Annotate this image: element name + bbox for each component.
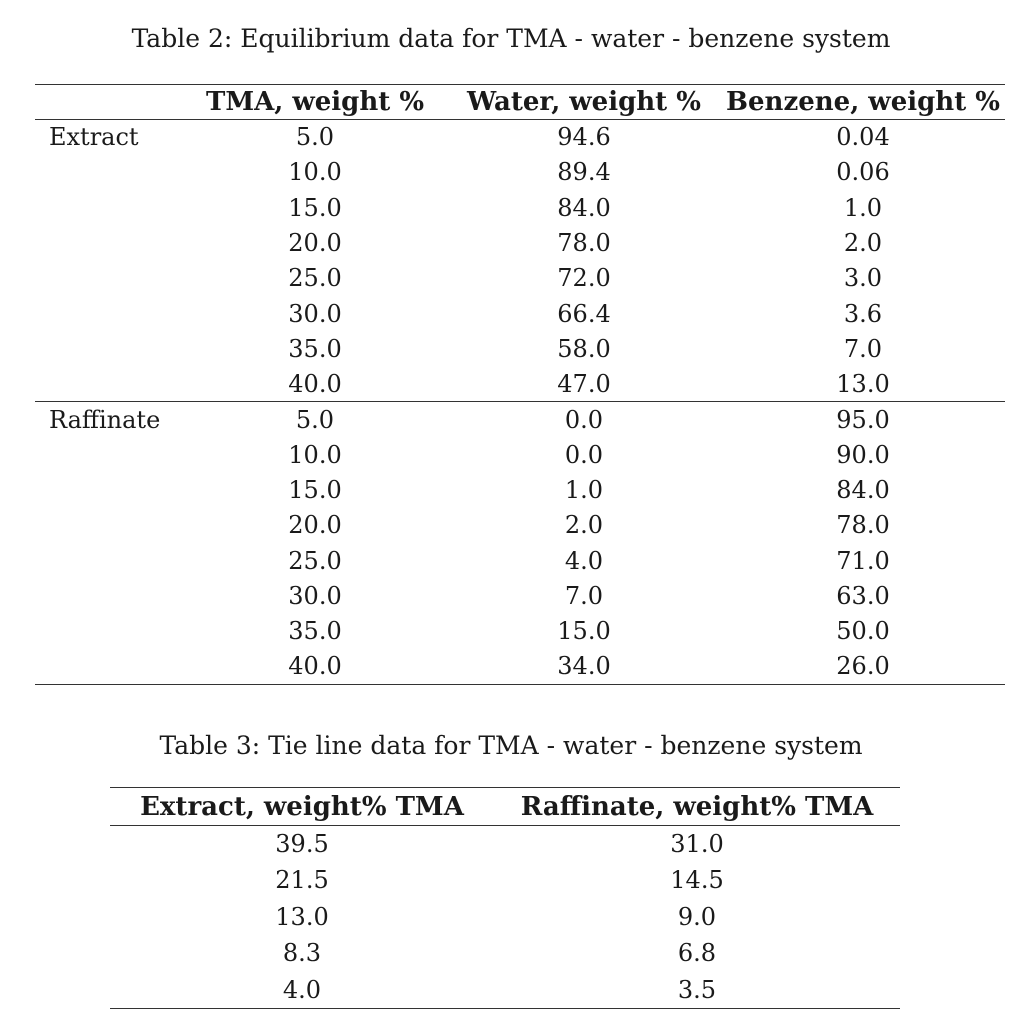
table-cell: 72.0 [557,264,611,293]
table-cell: 5.0 [295,123,335,152]
table-cell: 15.0 [288,193,342,222]
table3-caption: Table 3: Tie line data for TMA - water - benzene system [159,731,863,760]
table-cell: 78.0 [836,511,890,540]
table-row [35,225,1005,260]
table-cell: 21.5 [275,866,329,895]
table-cell: 26.0 [836,652,890,681]
table-cell: 89.4 [557,158,611,187]
table-cell: 30.0 [288,299,342,328]
table-cell: 5.0 [295,405,335,434]
table-cell: 15.0 [557,617,611,646]
table2-header-cell: Water, weight % [467,87,701,117]
table-row [110,972,900,1009]
table-row [35,614,1005,649]
table-cell: 2.0 [843,229,883,258]
table3-header-row [110,788,900,826]
table-cell: 66.4 [557,299,611,328]
table-cell: 50.0 [836,617,890,646]
table-row [110,935,900,972]
table-row [35,472,1005,507]
table-row [35,120,1005,155]
table-cell: 4.0 [564,546,604,575]
table-cell: 15.0 [288,476,342,505]
table-cell: 20.0 [288,229,342,258]
extract-group [35,120,1005,402]
table-cell: 39.5 [275,830,329,858]
table-cell: 35.0 [288,617,342,646]
table3-header-cell: Raffinate, weight% TMA [520,791,874,822]
table-cell: 1.0 [564,476,604,505]
table-cell: 13.0 [275,902,329,931]
raffinate-group [35,402,1005,684]
table-cell: 90.0 [836,440,890,469]
table-cell: 3.0 [843,264,883,293]
table-row [35,578,1005,613]
table-cell: 40.0 [288,652,342,681]
table-cell: 7.0 [843,334,883,363]
table2-header-cell: Benzene, weight % [726,87,1000,117]
table-cell: 84.0 [836,476,890,505]
table-cell: 31.0 [670,830,724,858]
table-cell: 10.0 [288,158,342,187]
table-cell: 40.0 [288,369,342,398]
table-row [110,862,900,899]
table-cell: 9.0 [677,902,717,931]
table2-caption: Table 2: Equilibrium data for TMA - water - benzene system [131,24,891,53]
table-cell: 0.04 [836,123,890,152]
table-cell: 13.0 [836,369,890,398]
table-row [35,508,1005,543]
table-row [35,367,1005,402]
table-cell: 35.0 [288,334,342,363]
table-cell: 30.0 [288,582,342,610]
table-cell: 10.0 [288,440,342,469]
table-cell: 6.8 [677,939,717,968]
table-row [35,296,1005,331]
table-cell: 78.0 [557,229,611,258]
table-cell: 14.5 [670,866,724,895]
table2-header-row [35,85,1005,120]
table-row [35,155,1005,190]
table-row [35,543,1005,578]
table-row [35,331,1005,366]
table-cell: 20.0 [288,511,342,540]
table-cell: 0.0 [564,440,604,469]
table-cell: 95.0 [836,405,890,434]
table-cell: 34.0 [557,652,611,681]
table-cell: 71.0 [836,546,890,575]
table2-header-cell [35,85,183,120]
table-cell: 7.0 [564,582,604,610]
table-cell: 94.6 [557,123,611,152]
table2-header-cell: TMA, weight % [205,87,425,117]
table-cell: 63.0 [836,582,890,610]
tie-line-data-table [110,787,900,1009]
table-row [35,190,1005,225]
table-cell: 3.6 [843,299,883,328]
equilibrium-data-table [35,84,1005,685]
table-cell: 47.0 [557,369,611,398]
table3-header-cell: Extract, weight% TMA [140,791,464,822]
table-row [110,899,900,936]
table-cell: 0.0 [564,405,604,434]
table-row [110,826,900,863]
table-cell: 0.06 [836,158,890,187]
table-cell: 58.0 [557,334,611,363]
table-row [35,402,1005,437]
table-cell: 1.0 [843,193,883,222]
table-cell: 4.0 [282,975,322,1004]
table-cell: 84.0 [557,193,611,222]
table-cell: 25.0 [288,264,342,293]
table-row [35,437,1005,472]
table-cell: 25.0 [288,546,342,575]
table-cell: 3.5 [677,975,717,1004]
table-cell: 8.3 [282,939,322,968]
table-row [35,649,1005,684]
group-label: Extract [49,123,139,152]
table-cell: 2.0 [564,511,604,540]
group-label: Raffinate [49,405,161,434]
table-row [35,261,1005,296]
